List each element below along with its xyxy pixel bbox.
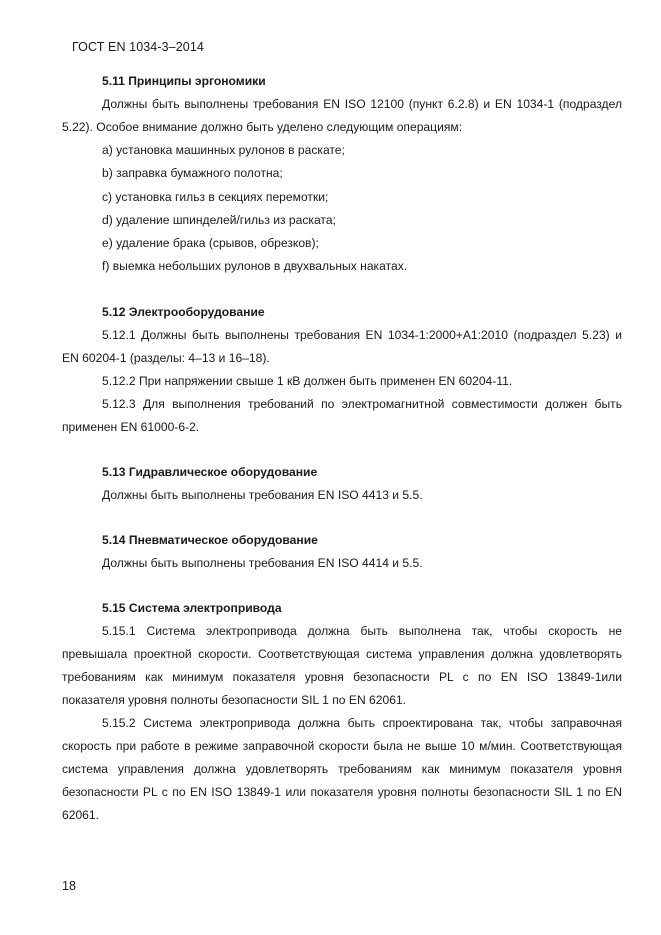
- section-5-14-text: Должны быть выполнены требования EN ISO 4414 и 5.5.: [102, 555, 423, 570]
- clause-5-12-1: 5.12.1 Должны быть выполнены требования EN 1034-1:2000+A1:2010 (подраздел 5.23) и EN 60204-1 (разделы: 4–13 и 16–18).: [62, 327, 622, 365]
- clause-5-12-3: 5.12.3 Для выполнения требований по электромагнитной совместимости должен быть применен EN 61000-6-2.: [62, 396, 622, 434]
- section-5-15-heading: 5.15 Система электропривода: [102, 600, 282, 615]
- section-5-13-text: Должны быть выполнены требования EN ISO 4413 и 5.5.: [102, 487, 423, 502]
- clause-5-15-2: 5.15.2 Система электропривода должна быть спроектирована так, чтобы заправочная скорость при работе в режиме заправочной скорости была не выше 10 м/мин. Соответствующая система управления должна удовлетворять требованиям как минимум показателя уровня безопасности PL c по EN ISO 13849-1 или показателя уровня полноты безопасности SIL 1 по EN 62061.: [62, 715, 622, 822]
- document-header: ГОСТ EN 1034-3–2014: [72, 40, 204, 54]
- page-number: 18: [62, 879, 76, 893]
- clause-5-15-1: 5.15.1 Система электропривода должна быть выполнена так, чтобы скорость не превышала проектной скорости. Соответствующая система управления должна удовлетворять требованиям как минимум показателя уровня безопасности PL c по EN ISO 13849-1или показателя уровня полноты безопасности SIL 1 по EN 62061.: [62, 623, 622, 707]
- list-item-a: а) установка машинных рулонов в раскате;: [102, 143, 345, 157]
- list-item-c: c) установка гильз в секциях перемотки;: [102, 189, 329, 204]
- page-content: [62, 70, 622, 827]
- section-5-11-intro: Должны быть выполнены требования EN ISO 12100 (пункт 6.2.8) и EN 1034-1 (подраздел 5.22). Особое внимание должно быть уделено следующим операциям:: [62, 97, 622, 134]
- section-5-12-heading: 5.12 Электрооборудование: [102, 304, 265, 319]
- section-5-14-heading: 5.14 Пневматическое оборудование: [102, 532, 318, 547]
- list-item-f: f) выемка небольших рулонов в двухвальных накатах.: [102, 259, 408, 274]
- clause-5-12-2: 5.12.2 При напряжении свыше 1 кВ должен быть применен EN 60204-11.: [102, 373, 513, 388]
- list-item-d: d) удаление шпинделей/гильз из раската;: [102, 212, 336, 227]
- section-5-11-heading: 5.11 Принципы эргономики: [102, 74, 266, 88]
- section-5-13-heading: 5.13 Гидравлическое оборудование: [102, 464, 318, 479]
- list-item-b: b) заправка бумажного полотна;: [102, 166, 283, 181]
- list-item-e: e) удаление брака (срывов, обрезков);: [102, 236, 319, 251]
